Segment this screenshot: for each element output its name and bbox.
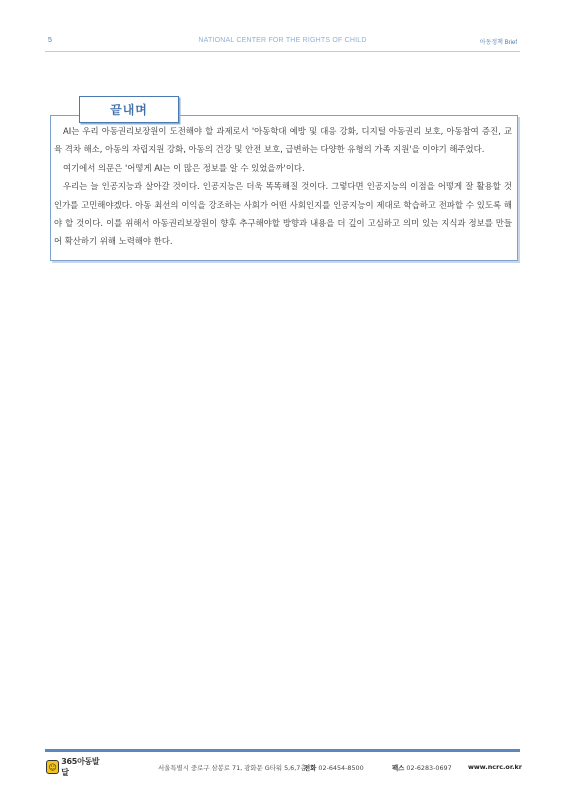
footer-divider: [45, 749, 520, 752]
publication-name: 아동정책 Brief: [479, 40, 517, 46]
paragraph: AI는 우리 아동권리보장원이 도전해야 할 과제로서 '아동학대 예방 및 대응 강화, 디지털 아동권리 보호, 아동참여 증진, 교육 격차 해소, 아동의 자립지원 강화, 아동의 건강 및 안전 보호, 급변하는 다양한 유형의 가족 지원'을 이야기 해주었다.: [54, 126, 512, 155]
header-divider: [45, 51, 520, 52]
paragraph: 우리는 늘 인공지능과 살아갈 것이다. 인공지능은 더욱 똑똑해질 것이다. 그렇다면 인공지능의 이점을 어떻게 잘 활용할 것인가를 고민해야겠다. 아동 최선의 이익을 강조하는 사회가 어떤 사회인지를 인공지능이 제대로 학습하고 전파할 수 있도록 해야 할 것이다. 이를 위해서 아동권리보장원이 향후 추구해야할 방향과 내용을 더 깊이 고심하고 의미 있는 지식과 정보를 만들어 확산하기 위해 노력해야 한다.: [54, 181, 512, 247]
page-number: 5: [48, 37, 52, 44]
section-badge-label: 끝내며: [110, 103, 148, 117]
phone-label: 전화: [304, 764, 317, 772]
section-badge: [79, 96, 179, 123]
section-body: [54, 122, 512, 251]
organization-logo: [46, 759, 104, 775]
footer-phone: [304, 763, 364, 772]
footer-website[interactable]: www.ncrc.or.kr: [468, 763, 522, 771]
smiley-icon: ☺: [46, 760, 59, 774]
fax-number: 02-6283-0697: [406, 764, 452, 772]
footer-address: 서울특별시 중로구 삼봉로 71, 광화문 G타워 5,6,7층: [158, 764, 307, 772]
fax-label: 팩스: [392, 764, 405, 772]
footer-fax: [392, 763, 452, 772]
running-header-title: NATIONAL CENTER FOR THE RIGHTS OF CHILD: [198, 37, 367, 44]
phone-number: 02-6454-8500: [318, 764, 364, 772]
paragraph: 여기에서 의문은 '어떻게 AI는 이 많은 정보를 알 수 있었을까'이다.: [63, 162, 305, 173]
logo-text: 365아동발달: [61, 757, 100, 777]
